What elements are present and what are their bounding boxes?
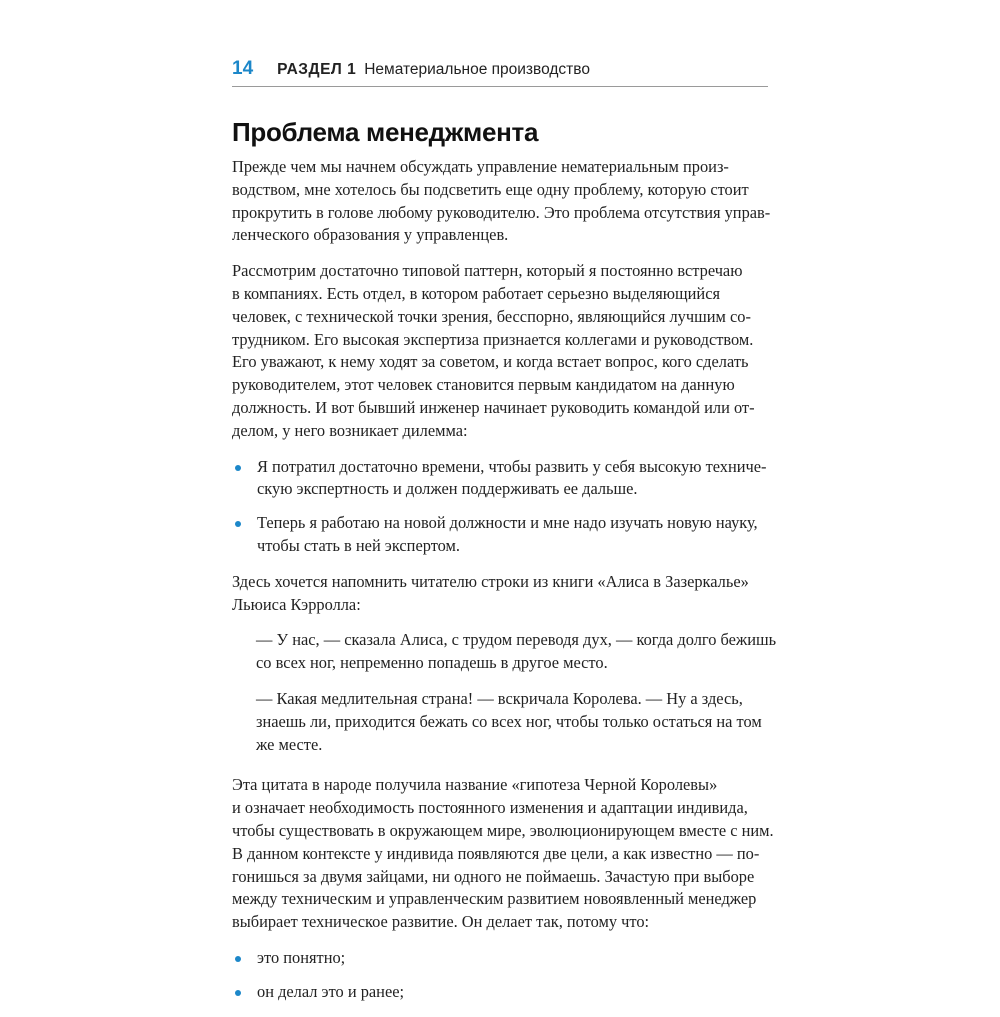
text-line: руководителем, этот человек становится первым кандидатом на данную [232,375,735,395]
text-line: Прежде чем мы начнем обсуждать управление нематериальным произ- [232,157,729,176]
text-line: же месте. [256,734,323,754]
text-line: Я потратил достаточно времени, чтобы развить у себя высокую техниче- [257,456,767,476]
bullet-icon [235,521,241,527]
list-item [232,456,768,502]
bullet-icon [235,956,241,962]
text-line: делом, у него возникает дилемма: [232,420,468,440]
text-line: и означает необходимость постоянного изменения и адаптации индивида, [232,798,748,818]
list-item [232,981,768,1004]
section-title: Нематериальное производство [364,61,590,78]
text-line: — Какая медлительная страна! — вскричала Королева. — Ну а здесь, [256,688,743,708]
text-line: человек, с технической точки зрения, бесспорно, являющийся лучшим со- [232,306,751,326]
text-line: прокрутить в голове любому руководителю. Это проблема отсутствия управ- [232,202,771,222]
chapter-heading: Проблема менеджмента [232,117,539,147]
text-line: чтобы стать в ней экспертом. [257,535,461,555]
body-text [232,156,777,1017]
list-item [232,947,768,970]
text-line: в компаниях. Есть отдел, в котором работает серьезно выделяющийся [232,283,721,303]
bullet-list-reasons [232,947,768,1004]
text-line: он делал это и ранее; [257,981,405,1001]
text-line: Его уважают, к нему ходят за советом, и когда встает вопрос, кого сделать [232,352,749,372]
text-line: гонишься за двумя зайцами, ни одного не поймаешь. Зачастую при выборе [232,866,755,886]
text-line: это понятно; [257,947,346,967]
text-line: Эта цитата в народе получила название «гипотеза Черной Королевы» [232,775,718,795]
bullet-list-dilemma [232,456,768,558]
running-header [232,58,768,87]
paragraph-pattern [232,260,768,442]
text-line: Льюиса Кэрролла: [232,594,361,614]
text-line: Здесь хочется напомнить читателю строки из книги «Алиса в Зазеркалье» [232,571,749,591]
text-line: ленческого образования у управленцев. [232,225,509,245]
bullet-icon [235,465,241,471]
text-line: — У нас, — сказала Алиса, с трудом переводя дух, — когда долго бежишь [256,630,777,650]
quote-block [232,629,777,756]
paragraph-quote-intro [232,571,768,617]
bullet-icon [235,990,241,996]
text-line: Рассмотрим достаточно типовой паттерн, который я постоянно встречаю [232,261,743,281]
list-item [232,512,768,558]
text-line: выбирает техническое развитие. Он делает так, потому что: [232,912,650,932]
text-line: между техническим и управленческим развитием новоявленный менеджер [232,889,757,909]
quote-queen [256,688,768,756]
section-label: РАЗДЕЛ 1 [277,61,357,78]
page-number: 14 [232,58,254,79]
text-line: со всех ног, непременно попадешь в другое место. [256,653,608,673]
text-line: Теперь я работаю на новой должности и мне надо изучать новую науку, [257,513,758,533]
text-line: водством, мне хотелось бы подсветить еще одну проблему, которую стоит [232,179,749,199]
text-line: В данном контексте у индивида появляются две цели, а как известно — по- [232,843,760,863]
paragraph-red-queen [232,774,774,934]
text-line: знаешь ли, приходится бежать со всех ног, чтобы только остаться на том [256,711,762,731]
text-line: должность. И вот бывший инженер начинает руководить командой или от- [232,397,755,417]
text-line: чтобы существовать в окружающем мире, эволюционирующем вместе с ним. [232,820,774,840]
quote-alice [256,629,777,675]
paragraph-intro [232,156,771,247]
text-line: скую экспертность и должен поддерживать ее дальше. [257,479,638,499]
text-line: трудником. Его высокая экспертиза признается коллегами и руководством. [232,329,754,349]
